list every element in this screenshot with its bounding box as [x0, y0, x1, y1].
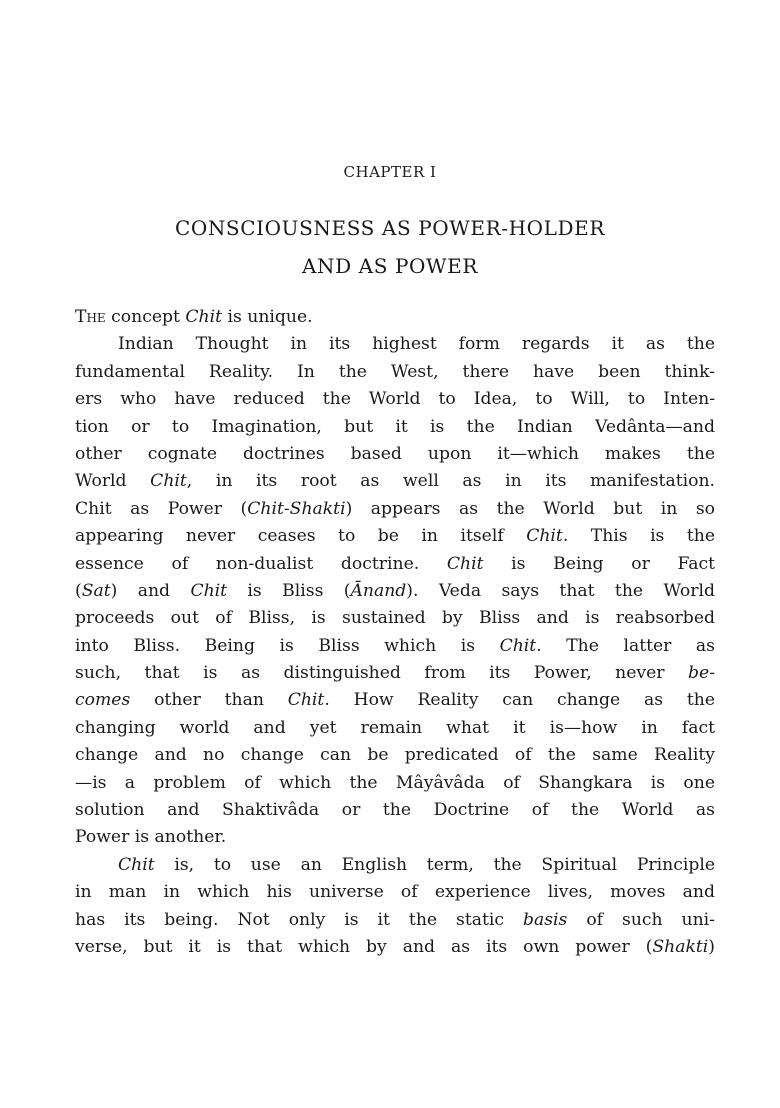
text-run: of such uni-	[567, 909, 715, 930]
chapter-title-line-1: CONSCIOUSNESS AS POWER-HOLDER	[174, 216, 606, 240]
text-line	[75, 551, 715, 578]
text-run: changing world and yet remain what it is—how in fact	[75, 717, 715, 738]
text-line	[75, 770, 715, 797]
text-run: appearing never ceases to be in itself	[75, 526, 527, 547]
text-run: (	[75, 580, 82, 601]
text-line	[75, 441, 715, 468]
italic-text: Chit-Shakti	[247, 498, 346, 519]
italic-text: Chit	[150, 471, 187, 492]
italic-text: Chit	[190, 580, 228, 601]
text-run: ) and	[110, 580, 191, 601]
text-line	[75, 633, 715, 660]
text-line	[75, 414, 715, 441]
text-run: proceeds out of Bliss, is sustained by Bliss and is reabsorbed	[75, 608, 715, 629]
text-run: is Bliss (	[227, 580, 351, 601]
text-run: into Bliss. Being is Bliss which is	[75, 635, 500, 656]
text-run: concept	[105, 307, 186, 327]
text-line	[75, 359, 715, 386]
body-text	[75, 304, 715, 961]
italic-text: Ānand	[350, 580, 407, 601]
italic-text: Sat	[81, 580, 111, 601]
text-run: ). Veda says that the World	[406, 580, 715, 601]
text-line	[75, 687, 715, 714]
text-run: Indian Thought in its highest form regards it as the	[118, 334, 715, 355]
text-line	[75, 578, 715, 605]
text-run: . This is the	[562, 526, 715, 547]
italic-text: Chit	[185, 307, 223, 327]
text-line	[75, 907, 715, 934]
text-line	[75, 797, 715, 824]
text-run: verse, but it is that which by and as its own power (	[75, 936, 653, 957]
chapter-title-line-2: AND AS POWER	[301, 254, 479, 278]
text-line	[75, 824, 715, 851]
text-run: ) appears as the World but in so	[345, 498, 715, 519]
text-line	[75, 715, 715, 742]
italic-text: be-	[688, 663, 715, 684]
text-run: . The latter as	[536, 635, 715, 656]
text-run: Chit as Power (	[75, 498, 248, 519]
italic-text: Chit	[526, 526, 563, 547]
text-line	[75, 386, 715, 413]
text-run: is, to use an English term, the Spiritual Principle	[154, 854, 715, 875]
italic-text: comes	[75, 690, 131, 711]
text-run: ers who have reduced the World to Idea, to Will, to Inten-	[75, 389, 715, 410]
text-run: has its being. Not only is it the static	[75, 909, 523, 930]
text-run: such, that is as distinguished from its Power, never	[75, 663, 689, 684]
text-run: change and no change can be predicated of the same Reality	[75, 745, 715, 766]
text-run: , in its root as well as in its manifestation.	[186, 471, 715, 492]
text-line	[75, 605, 715, 632]
text-run: in man in which his universe of experience lives, moves and	[75, 882, 715, 903]
text-run: —is a problem of which the Mâyâvâda of Shangkara is one	[75, 772, 715, 793]
text-line	[75, 331, 715, 358]
text-line	[75, 742, 715, 769]
italic-text: Chit	[287, 690, 325, 711]
italic-text: basis	[522, 909, 568, 930]
text-line	[75, 879, 715, 906]
text-run: . How Reality can change as the	[324, 690, 715, 711]
text-run: solution and Shaktivâda or the Doctrine of the World as	[75, 800, 715, 821]
text-line	[75, 468, 715, 495]
text-run: tion or to Imagination, but it is the Indian Vedânta—and	[75, 416, 715, 437]
italic-text: Chit	[446, 553, 484, 574]
text-run: )	[708, 936, 715, 957]
text-run: is Being or Fact	[483, 553, 715, 574]
chapter-label: CHAPTER I	[343, 163, 437, 181]
text-line	[75, 496, 715, 523]
text-line	[75, 660, 715, 687]
text-line	[75, 304, 715, 331]
text-run: is unique.	[222, 307, 313, 327]
italic-text: Chit	[499, 635, 537, 656]
text-run: The	[75, 307, 106, 327]
text-line	[75, 852, 715, 879]
text-run: World	[75, 471, 151, 492]
italic-text: Chit	[118, 854, 155, 875]
text-run: other cognate doctrines based upon it—which makes the	[75, 443, 715, 464]
text-run: other than	[130, 690, 288, 711]
text-line	[75, 934, 715, 961]
text-run: essence of non-dualist doctrine.	[75, 553, 447, 574]
text-run: Power is another.	[75, 827, 227, 848]
text-line	[75, 523, 715, 550]
text-run: fundamental Reality. In the West, there have been think-	[75, 361, 715, 382]
italic-text: Shakti	[652, 936, 709, 957]
